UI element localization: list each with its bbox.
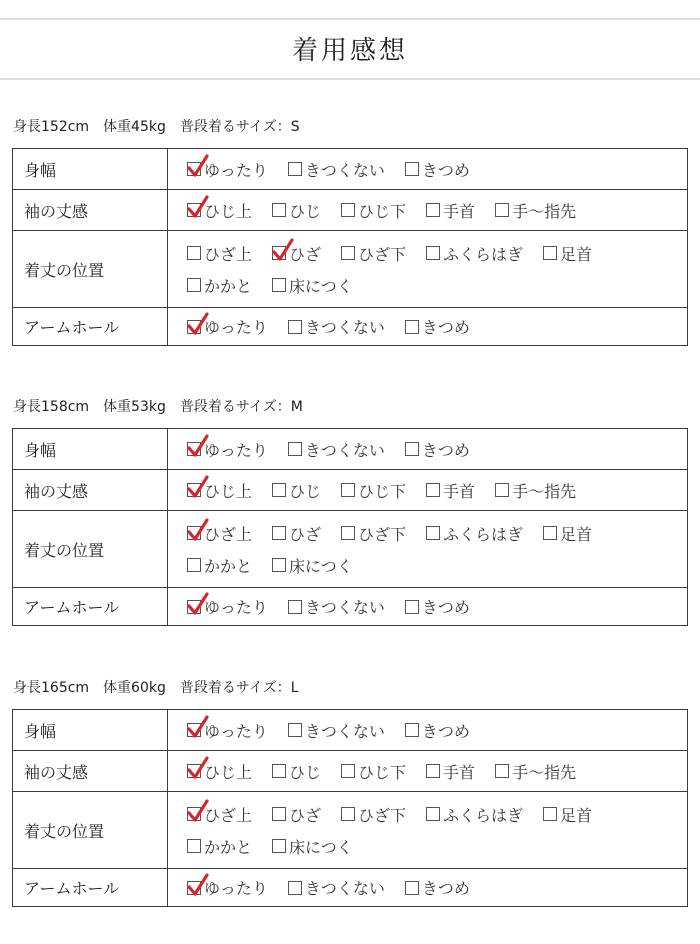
row-armhole: [13, 308, 688, 346]
options-cell: [168, 429, 688, 470]
checkbox-icon: [426, 764, 440, 778]
checkbox-option: [272, 554, 353, 577]
row-sleeve-length: [13, 190, 688, 231]
option-label: 足首: [560, 244, 593, 264]
checkbox-option: [187, 719, 268, 742]
checked-box-icon: [187, 203, 201, 217]
checked-box-icon: [187, 162, 201, 176]
option-label: 手首: [443, 481, 476, 501]
body-measurements-caption: 身長158cm 体重53kg 普段着るサイズ：M: [13, 399, 303, 415]
option-label: ひじ上: [204, 201, 253, 221]
checkbox-option: [495, 479, 576, 502]
fit-review-table: [12, 428, 688, 626]
checkbox-icon: [543, 807, 557, 821]
option-label: ひざ上: [204, 244, 253, 264]
option-label: ひじ下: [358, 481, 407, 501]
checked-box-icon: [187, 723, 201, 737]
options-line: [187, 479, 687, 501]
option-label: かかと: [204, 837, 253, 857]
checkmark-icon: [187, 155, 209, 177]
option-label: 足首: [560, 805, 593, 825]
row-label: 着丈の位置: [13, 231, 168, 308]
option-label: ひざ上: [204, 524, 253, 544]
checkbox-icon: [288, 442, 302, 456]
checked-box-icon: [272, 246, 286, 260]
checkbox-icon: [341, 764, 355, 778]
checkbox-icon: [272, 764, 286, 778]
checkbox-option: [405, 719, 470, 742]
checkbox-icon: [187, 246, 201, 260]
checked-box-icon: [187, 483, 201, 497]
options-cell: [168, 190, 688, 231]
checkbox-icon: [426, 526, 440, 540]
row-label: 身幅: [13, 429, 168, 470]
option-label: ひじ下: [358, 762, 407, 782]
option-label: ゆったり: [204, 598, 268, 617]
checkbox-option: [187, 595, 268, 618]
checkbox-option: [187, 554, 252, 577]
row-label: 身幅: [13, 149, 168, 190]
checkbox-option: [543, 242, 592, 265]
checkbox-icon: [495, 764, 509, 778]
review-section: [12, 678, 688, 907]
options-cell: [168, 511, 688, 588]
row-garment-length: [13, 792, 688, 869]
checkbox-icon: [272, 807, 286, 821]
checkbox-option: [288, 595, 385, 618]
title-divider: [0, 78, 700, 80]
checkbox-option: [272, 760, 321, 783]
option-label: かかと: [204, 276, 253, 296]
options-line: [187, 803, 687, 825]
row-garment-length: [13, 231, 688, 308]
checkbox-option: [187, 479, 252, 502]
option-label: ふくらはぎ: [443, 244, 524, 264]
option-label: きつめ: [421, 879, 470, 898]
option-label: きつくない: [304, 318, 385, 337]
checkbox-icon: [187, 558, 201, 572]
checkbox-icon: [272, 278, 286, 292]
checkbox-icon: [495, 203, 509, 217]
row-label: 袖の丈感: [13, 190, 168, 231]
checked-box-icon: [187, 764, 201, 778]
option-label: きつめ: [421, 160, 470, 180]
checkbox-option: [272, 803, 321, 826]
row-label: 身幅: [13, 710, 168, 751]
checkbox-option: [272, 835, 353, 858]
checkbox-option: [288, 315, 385, 338]
checkbox-option: [543, 803, 592, 826]
row-label: アームホール: [13, 308, 168, 346]
fit-review-table: [12, 148, 688, 346]
option-label: ふくらはぎ: [443, 805, 524, 825]
row-label: 袖の丈感: [13, 470, 168, 511]
checkbox-option: [426, 199, 475, 222]
option-label: きつめ: [421, 598, 470, 617]
options-line: [187, 316, 687, 338]
checkbox-icon: [405, 442, 419, 456]
options-line: [187, 199, 687, 221]
checkbox-option: [405, 876, 470, 899]
checkbox-option: [341, 760, 406, 783]
checkbox-option: [341, 199, 406, 222]
row-label: アームホール: [13, 869, 168, 907]
row-label: 着丈の位置: [13, 511, 168, 588]
options-line: [187, 158, 687, 180]
checkbox-icon: [272, 558, 286, 572]
option-label: きつくない: [304, 160, 385, 180]
checkbox-option: [405, 438, 470, 461]
checkmark-icon: [187, 519, 209, 541]
checkbox-option: [426, 760, 475, 783]
options-cell: [168, 869, 688, 907]
option-label: ひじ下: [358, 201, 407, 221]
checkbox-icon: [272, 203, 286, 217]
option-label: ひざ上: [204, 805, 253, 825]
row-sleeve-length: [13, 751, 688, 792]
checkbox-icon: [272, 526, 286, 540]
option-label: 手～指先: [512, 201, 577, 221]
checkbox-icon: [341, 246, 355, 260]
checkbox-option: [288, 438, 385, 461]
checkmark-icon: [187, 800, 209, 822]
checkbox-option: [426, 522, 523, 545]
option-label: 手～指先: [512, 762, 577, 782]
checkbox-icon: [405, 600, 419, 614]
top-divider: [0, 18, 700, 20]
checkbox-option: [187, 438, 268, 461]
checkmark-icon: [187, 593, 209, 615]
options-cell: [168, 792, 688, 869]
option-label: 手首: [443, 762, 476, 782]
option-label: ひざ: [289, 805, 322, 825]
checkmark-icon: [272, 239, 294, 261]
checked-box-icon: [187, 526, 201, 540]
checkbox-icon: [426, 483, 440, 497]
checkbox-option: [341, 803, 406, 826]
checked-box-icon: [187, 320, 201, 334]
options-line: [187, 522, 687, 544]
option-label: かかと: [204, 556, 253, 576]
checkbox-option: [187, 274, 252, 297]
checkbox-icon: [341, 807, 355, 821]
options-cell: [168, 470, 688, 511]
option-label: きつくない: [304, 721, 385, 741]
body-measurements-caption: 身長165cm 体重60kg 普段着るサイズ：L: [13, 680, 299, 696]
checkbox-option: [543, 522, 592, 545]
checkbox-option: [187, 522, 252, 545]
row-garment-length: [13, 511, 688, 588]
checkbox-option: [187, 158, 268, 181]
options-line: [187, 835, 687, 857]
checkbox-option: [495, 760, 576, 783]
option-label: 足首: [560, 524, 593, 544]
option-label: ひざ下: [358, 244, 407, 264]
option-label: きつくない: [304, 879, 385, 898]
option-label: ひじ: [289, 762, 322, 782]
option-label: ゆったり: [204, 879, 268, 898]
options-cell: [168, 231, 688, 308]
checkbox-icon: [426, 246, 440, 260]
option-label: 手～指先: [512, 481, 577, 501]
checkbox-option: [426, 803, 523, 826]
checked-box-icon: [187, 807, 201, 821]
checkbox-option: [187, 876, 268, 899]
checkbox-option: [272, 522, 321, 545]
options-cell: [168, 710, 688, 751]
option-label: ゆったり: [204, 160, 268, 180]
checkbox-icon: [288, 162, 302, 176]
checkbox-option: [187, 242, 252, 265]
review-section: [12, 397, 688, 626]
checkbox-option: [495, 199, 576, 222]
option-label: ひざ下: [358, 805, 407, 825]
checkmark-icon: [187, 757, 209, 779]
checkbox-icon: [187, 839, 201, 853]
checkbox-option: [426, 479, 475, 502]
checkbox-icon: [405, 320, 419, 334]
row-label: アームホール: [13, 588, 168, 626]
checkbox-icon: [405, 881, 419, 895]
option-label: ゆったり: [204, 318, 268, 337]
checkbox-option: [272, 274, 353, 297]
row-armhole: [13, 869, 688, 907]
options-cell: [168, 751, 688, 792]
checkbox-option: [405, 595, 470, 618]
option-label: 床につく: [289, 276, 353, 296]
checkbox-option: [272, 242, 321, 265]
row-body-width: [13, 429, 688, 470]
checkbox-icon: [543, 246, 557, 260]
checkmark-icon: [187, 874, 209, 896]
checkbox-icon: [405, 723, 419, 737]
options-line: [187, 274, 687, 296]
checkbox-icon: [187, 278, 201, 292]
option-label: きつめ: [421, 721, 470, 741]
checkbox-option: [426, 242, 523, 265]
row-label: 袖の丈感: [13, 751, 168, 792]
checkbox-option: [288, 719, 385, 742]
checkbox-option: [272, 479, 321, 502]
option-label: ひざ: [289, 244, 322, 264]
checkbox-icon: [288, 600, 302, 614]
options-line: [187, 438, 687, 460]
checkmark-icon: [187, 435, 209, 457]
option-label: ゆったり: [204, 440, 268, 460]
checkbox-icon: [341, 483, 355, 497]
options-line: [187, 596, 687, 618]
option-label: ひじ上: [204, 762, 253, 782]
option-label: きつめ: [421, 318, 470, 337]
option-label: ひじ: [289, 201, 322, 221]
option-label: 手首: [443, 201, 476, 221]
checkbox-icon: [426, 807, 440, 821]
option-label: ひざ下: [358, 524, 407, 544]
option-label: 床につく: [289, 556, 353, 576]
checkbox-option: [187, 760, 252, 783]
checkbox-option: [288, 158, 385, 181]
row-armhole: [13, 588, 688, 626]
checkbox-option: [405, 315, 470, 338]
option-label: 床につく: [289, 837, 353, 857]
checkbox-option: [272, 199, 321, 222]
checkbox-icon: [288, 320, 302, 334]
options-cell: [168, 149, 688, 190]
checked-box-icon: [187, 600, 201, 614]
checkmark-icon: [187, 476, 209, 498]
checkbox-option: [341, 242, 406, 265]
checkbox-icon: [341, 526, 355, 540]
checkbox-icon: [272, 839, 286, 853]
options-line: [187, 877, 687, 899]
options-line: [187, 760, 687, 782]
checkmark-icon: [187, 313, 209, 335]
option-label: ゆったり: [204, 721, 268, 741]
option-label: ひじ上: [204, 481, 253, 501]
checkbox-option: [405, 158, 470, 181]
checkbox-icon: [272, 483, 286, 497]
option-label: きつめ: [421, 440, 470, 460]
checkbox-icon: [543, 526, 557, 540]
review-section: [12, 117, 688, 346]
row-label: 着丈の位置: [13, 792, 168, 869]
checkbox-icon: [426, 203, 440, 217]
checkbox-option: [187, 315, 268, 338]
options-line: [187, 242, 687, 264]
option-label: きつくない: [304, 440, 385, 460]
checkmark-icon: [187, 716, 209, 738]
checkbox-icon: [405, 162, 419, 176]
row-body-width: [13, 710, 688, 751]
page-title: 着用感想: [291, 36, 408, 66]
options-line: [187, 554, 687, 576]
option-label: ひざ: [289, 524, 322, 544]
checkbox-option: [187, 803, 252, 826]
row-sleeve-length: [13, 470, 688, 511]
options-cell: [168, 588, 688, 626]
option-label: ふくらはぎ: [443, 524, 524, 544]
options-line: [187, 719, 687, 741]
option-label: ひじ: [289, 481, 322, 501]
checkbox-icon: [288, 881, 302, 895]
checkmark-icon: [187, 196, 209, 218]
checkbox-icon: [288, 723, 302, 737]
checkbox-icon: [341, 203, 355, 217]
checkbox-option: [341, 522, 406, 545]
checkbox-option: [341, 479, 406, 502]
checkbox-option: [187, 835, 252, 858]
option-label: きつくない: [304, 598, 385, 617]
row-body-width: [13, 149, 688, 190]
options-cell: [168, 308, 688, 346]
checkbox-option: [288, 876, 385, 899]
body-measurements-caption: 身長152cm 体重45kg 普段着るサイズ：S: [13, 119, 300, 135]
checked-box-icon: [187, 442, 201, 456]
fit-review-table: [12, 709, 688, 907]
checked-box-icon: [187, 881, 201, 895]
checkbox-icon: [495, 483, 509, 497]
checkbox-option: [187, 199, 252, 222]
